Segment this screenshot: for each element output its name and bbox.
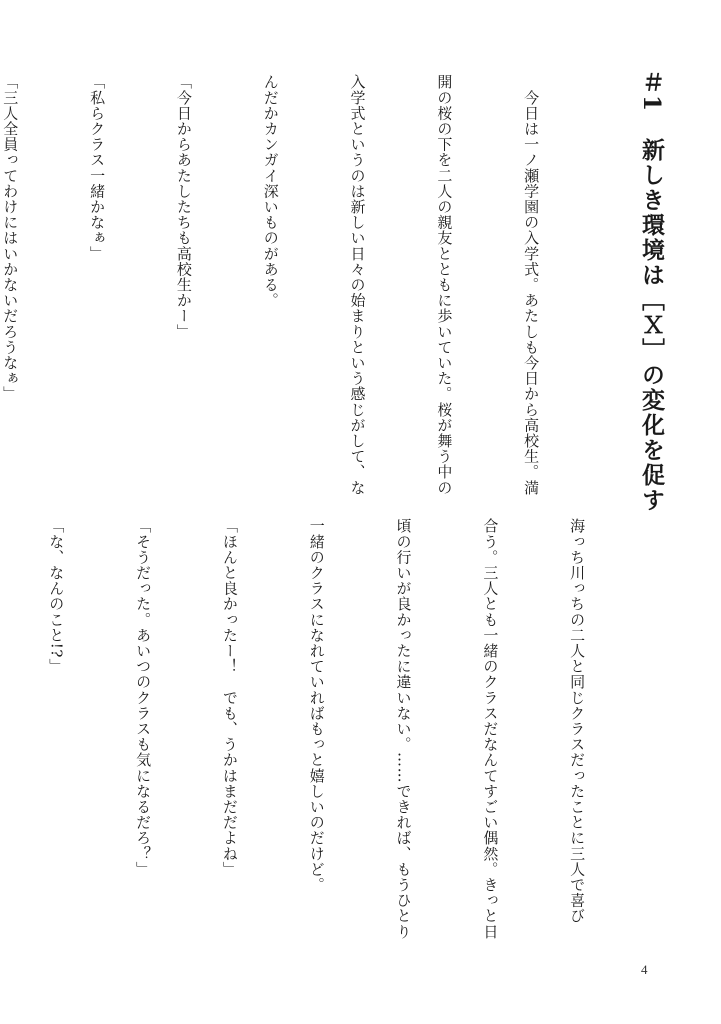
paragraph: んだかカンガイ深いものがある。 [261,74,280,308]
upper-text-block [0,74,603,494]
paragraph: 今日は一ノ瀬学園の入学式。あたしも今日から高校生。満 [522,74,541,496]
lower-text-block [0,518,649,940]
dialogue-line: 「今日からあたしたちも高校生かー」 [174,74,193,340]
paragraph: 入学式というのは新しい日々の始まりという感じがして、な [348,74,367,496]
page-number: 4 [641,962,648,977]
paragraph: 海っち川っちの二人と同じクラスだったことに三人で喜び [568,518,587,924]
dialogue-line: 「な、なんのこと!?」 [47,518,66,674]
paragraph: 頃の行いが良かったに違いない。……できれば、もうひとり [394,518,413,940]
dialogue-line: 「三人全員ってわけにはいかないだろうなぁ」 [1,74,20,402]
paragraph: 一緒のクラスになれていればもっと嬉しいのだけど。 [307,518,326,893]
dialogue-line: 「私らクラス一緒かなぁ」 [88,74,107,262]
dialogue-line: 「そうだった。あいつのクラスも気になるだろ？」 [134,518,153,877]
paragraph: 開の桜の下を二人の親友とともに歩いていた。桜が舞う中の [435,74,454,496]
dialogue-line: 「ほんと良かったー！ でも、うかはまだだよね」 [220,518,239,877]
chapter-title: ＃1 新しき環境は［Ｘ］の変化を促す [638,70,665,514]
paragraph: 合う。三人とも一緒のクラスだなんてすごい偶然。きっと日 [481,518,500,940]
